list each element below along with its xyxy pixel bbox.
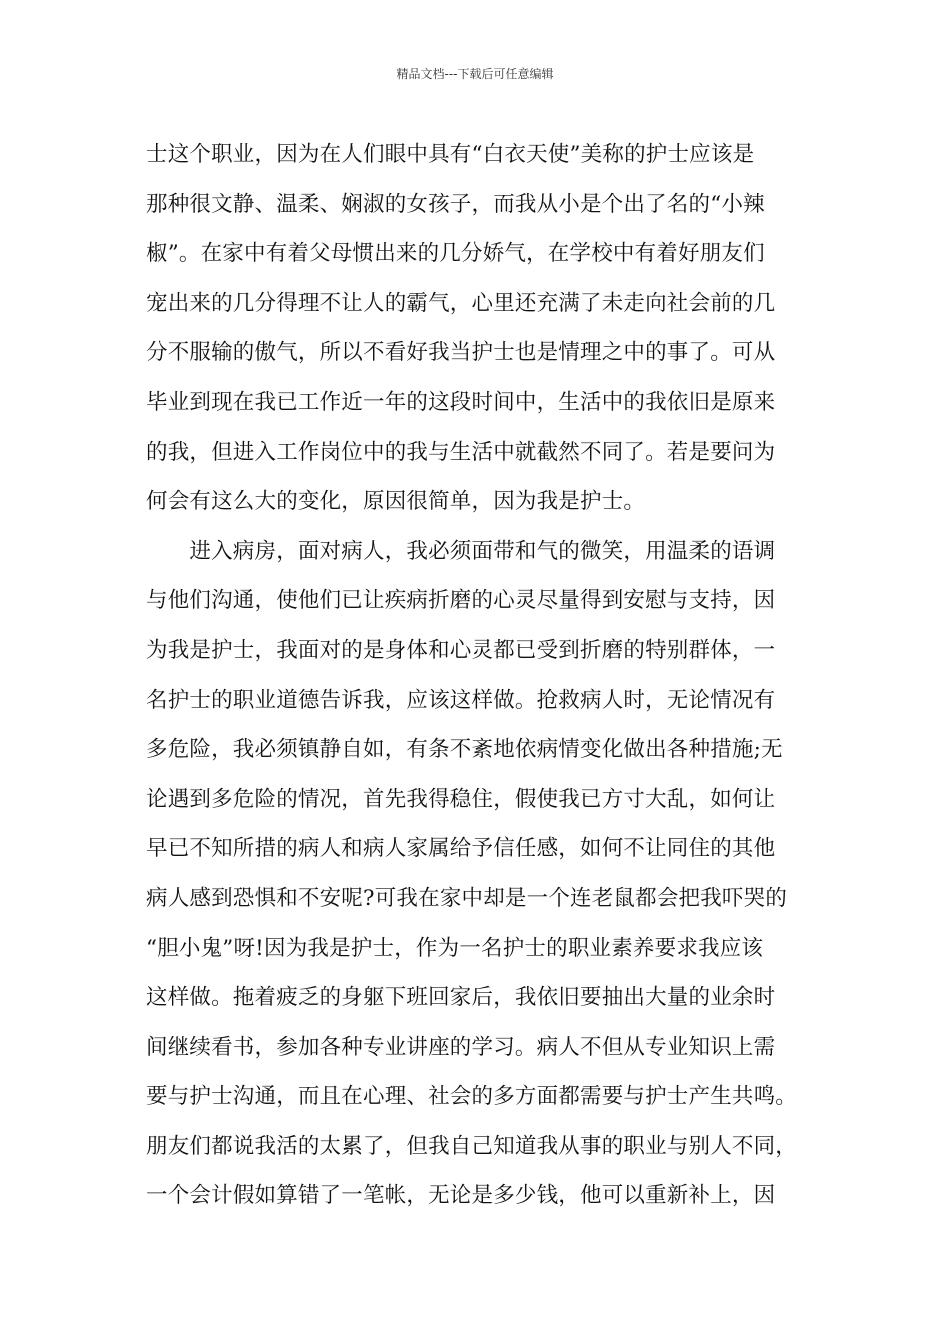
text-line: 分不服输的傲气，所以不看好我当护士也是情理之中的事了。可从: [146, 340, 776, 366]
body-text: [146, 130, 818, 1221]
text-line: 病人感到恐惧和不安呢?可我在家中却是一个连老鼠都会把我吓哭的: [146, 885, 788, 911]
text-line: 那种很文静、温柔、娴淑的女孩子，而我从小是个出了名的“小辣: [146, 191, 765, 217]
text-line: “胆小鬼”呀!因为我是护士，作为一名护士的职业素养要求我应该: [146, 935, 764, 961]
text-line: 间继续看书，参加各种专业讲座的学习。病人不但从专业知识上需: [146, 1034, 776, 1060]
text-line: 进入病房，面对病人，我必须面带和气的微笑，用温柔的语调: [146, 538, 776, 564]
text-line: 要与护士沟通，而且在心理、社会的多方面都需要与护士产生共鸣。: [146, 1084, 798, 1110]
text-line: 多危险，我必须镇静自如，有条不紊地依病情变化做出各种措施;无: [146, 737, 783, 763]
text-line: 宠出来的几分得理不让人的霸气，心里还充满了未走向社会前的几: [146, 290, 776, 316]
text-line: 早已不知所措的病人和病人家属给予信任感，如何不让同住的其他: [146, 836, 776, 862]
text-line: 士这个职业，因为在人们眼中具有“白衣天使”美称的护士应该是: [146, 142, 755, 167]
text-line: 朋友们都说我活的太累了，但我自己知道我从事的职业与别人不同，: [146, 1133, 798, 1159]
text-line: 名护士的职业道德告诉我，应该这样做。抢救病人时，无论情况有: [146, 687, 776, 713]
text-line: 一个会计假如算错了一笔帐，无论是多少钱，他可以重新补上，因: [146, 1183, 776, 1209]
text-line: 椒”。在家中有着父母惯出来的几分娇气，在学校中有着好朋友们: [146, 241, 765, 267]
text-line: 论遇到多危险的情况，首先我得稳住，假使我已方寸大乱，如何让: [146, 786, 776, 812]
text-line: 何会有这么大的变化，原因很简单，因为我是护士。: [146, 489, 646, 515]
text-line: 为我是护士，我面对的是身体和心灵都已受到折磨的特别群体，一: [146, 637, 776, 663]
text-line: 这样做。拖着疲乏的身躯下班回家后，我依旧要抽出大量的业余时: [146, 985, 776, 1011]
page-header: 精品文档---下载后可任意编辑: [396, 67, 554, 81]
text-line: 毕业到现在我已工作近一年的这段时间中，生活中的我依旧是原来: [146, 389, 776, 415]
text-line: 的我，但进入工作岗位中的我与生活中就截然不同了。若是要问为: [146, 439, 776, 465]
text-line: 与他们沟通，使他们已让疾病折磨的心灵尽量得到安慰与支持，因: [146, 588, 776, 614]
